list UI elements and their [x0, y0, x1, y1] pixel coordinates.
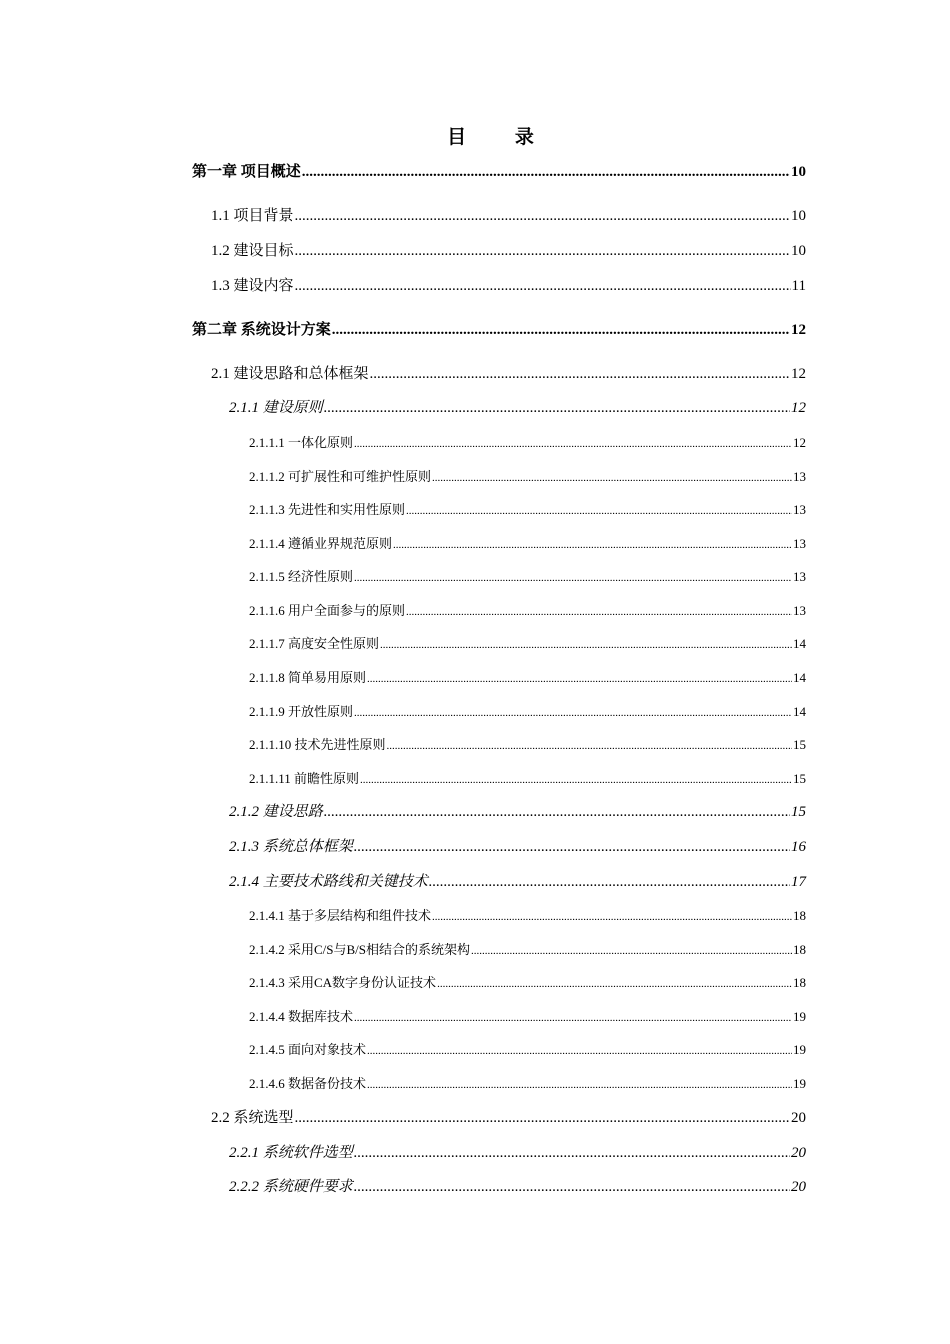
toc-entry-chapter-2[interactable]	[192, 320, 806, 340]
toc-leader-dots	[295, 206, 790, 226]
toc-entry-2-1-1-6[interactable]	[249, 601, 806, 622]
toc-page-number: 12	[791, 400, 806, 416]
toc-entry-label: 2.1.1.9 开放性原则	[249, 704, 354, 719]
toc-entry-label: 2.2.1 系统软件选型	[229, 1145, 353, 1161]
toc-leader-dots	[354, 703, 792, 723]
toc-entry-2-1-4-2[interactable]	[249, 940, 806, 961]
toc-page-number: 19	[793, 1009, 806, 1024]
toc-entry-label: 2.1 建设思路和总体框架	[211, 366, 369, 382]
toc-entry-label: 2.1.1.8 简单易用原则	[249, 670, 367, 685]
toc-leader-dots	[367, 669, 792, 689]
toc-entry-label: 2.1.1 建设原则	[229, 400, 323, 416]
toc-entry-label: 1.2 建设目标	[211, 243, 294, 259]
toc-leader-dots	[437, 974, 792, 994]
toc-leader-dots	[324, 398, 790, 418]
toc-page-number: 10	[791, 208, 806, 224]
toc-page-number: 10	[791, 164, 806, 180]
toc-entry-2-2[interactable]	[211, 1108, 806, 1128]
toc-entry-label: 2.2.2 系统硬件要求	[229, 1179, 353, 1195]
toc-entry-label: 2.1.4.4 数据库技术	[249, 1009, 354, 1024]
toc-leader-dots	[295, 241, 790, 261]
toc-page-number: 20	[791, 1145, 806, 1161]
toc-page-number: 20	[791, 1110, 806, 1126]
toc-entry-2-1-4[interactable]	[229, 872, 806, 892]
toc-leader-dots	[302, 162, 790, 182]
toc-leader-dots	[354, 434, 792, 454]
toc-page-number: 13	[793, 569, 806, 584]
toc-entry-label: 第一章 项目概述	[192, 164, 301, 180]
toc-page-number: 14	[793, 636, 806, 651]
toc-leader-dots	[432, 468, 792, 488]
toc-page-number: 18	[793, 942, 806, 957]
toc-entry-label: 第二章 系统设计方案	[192, 322, 331, 338]
toc-entry-label: 2.1.4 主要技术路线和关键技术	[229, 874, 428, 890]
toc-page-number: 15	[793, 737, 806, 752]
toc-leader-dots	[406, 602, 792, 622]
toc-page-number: 13	[793, 502, 806, 517]
toc-entry-2-1-1-1[interactable]	[249, 433, 806, 454]
toc-entry-label: 2.1.1.3 先进性和实用性原则	[249, 502, 406, 517]
toc-leader-dots	[393, 535, 792, 555]
toc-entry-2-1-4-3[interactable]	[249, 973, 806, 994]
toc-entry-1-2[interactable]	[211, 241, 806, 261]
toc-entry-2-1-1-2[interactable]	[249, 467, 806, 488]
toc-leader-dots	[471, 941, 792, 961]
toc-leader-dots	[295, 276, 791, 296]
toc-entry-1-1[interactable]	[211, 206, 806, 226]
toc-entry-label: 2.1.1.1 一体化原则	[249, 435, 354, 450]
toc-page-number: 12	[791, 366, 806, 382]
toc-page-number: 19	[793, 1076, 806, 1091]
toc-entry-2-1-1[interactable]	[229, 398, 806, 418]
toc-page-number: 10	[791, 243, 806, 259]
toc-page-number: 13	[793, 469, 806, 484]
toc-entry-label: 2.1.3 系统总体框架	[229, 839, 353, 855]
toc-entry-2-1-1-4[interactable]	[249, 534, 806, 555]
toc-page-number: 19	[793, 1042, 806, 1057]
toc-entry-label: 2.1.1.6 用户全面参与的原则	[249, 603, 406, 618]
toc-entry-2-1-2[interactable]	[229, 802, 806, 822]
toc-entry-label: 2.1.2 建设思路	[229, 804, 323, 820]
toc-entry-2-1-4-1[interactable]	[249, 906, 806, 927]
toc-page-number: 17	[791, 874, 806, 890]
toc-leader-dots	[429, 872, 790, 892]
toc-entry-label: 2.1.4.1 基于多层结构和组件技术	[249, 908, 432, 923]
toc-page-number: 20	[791, 1179, 806, 1195]
toc-leader-dots	[360, 770, 792, 790]
toc-entry-chapter-1[interactable]	[192, 162, 806, 182]
toc-leader-dots	[295, 1108, 790, 1128]
toc-page-number: 13	[793, 603, 806, 618]
toc-entry-2-1-1-10[interactable]	[249, 735, 806, 756]
toc-page-number: 13	[793, 536, 806, 551]
toc-page-number: 18	[793, 908, 806, 923]
toc-entry-2-1-1-7[interactable]	[249, 634, 806, 655]
toc-entry-label: 2.1.4.6 数据备份技术	[249, 1076, 367, 1091]
toc-page-number: 12	[791, 322, 806, 338]
toc-entry-label: 2.1.4.3 采用CA数字身份认证技术	[249, 975, 437, 990]
toc-entry-2-1-1-3[interactable]	[249, 500, 806, 521]
toc-page-number: 15	[791, 804, 806, 820]
toc-page-number: 14	[793, 704, 806, 719]
toc-entry-2-1-1-11[interactable]	[249, 769, 806, 790]
toc-page-number: 14	[793, 670, 806, 685]
toc-entry-label: 2.1.4.5 面向对象技术	[249, 1042, 367, 1057]
toc-entry-label: 1.3 建设内容	[211, 278, 294, 294]
toc-leader-dots	[354, 837, 790, 857]
toc-entry-2-2-1[interactable]	[229, 1143, 806, 1163]
toc-entry-label: 2.1.1.2 可扩展性和可维护性原则	[249, 469, 432, 484]
toc-leader-dots	[354, 1143, 790, 1163]
toc-page-number: 11	[791, 278, 806, 294]
toc-leader-dots	[324, 802, 790, 822]
toc-entry-2-1[interactable]	[211, 364, 806, 384]
toc-page-number: 15	[793, 771, 806, 786]
toc-entry-label: 2.1.1.5 经济性原则	[249, 569, 354, 584]
toc-entry-label: 2.1.1.7 高度安全性原则	[249, 636, 380, 651]
toc-leader-dots	[370, 364, 790, 384]
toc-entry-2-1-1-9[interactable]	[249, 702, 806, 723]
toc-leader-dots	[432, 907, 792, 927]
toc-leader-dots	[367, 1041, 792, 1061]
toc-entry-2-1-4-6[interactable]	[249, 1074, 806, 1095]
toc-leader-dots	[387, 736, 792, 756]
toc-entry-2-1-1-8[interactable]	[249, 668, 806, 689]
toc-leader-dots	[332, 320, 790, 340]
toc-leader-dots	[354, 568, 792, 588]
toc-page-number: 18	[793, 975, 806, 990]
toc-entry-label: 2.1.1.4 遵循业界规范原则	[249, 536, 393, 551]
toc-entry-2-2-2[interactable]	[229, 1177, 806, 1197]
toc-entry-2-1-4-5[interactable]	[249, 1040, 806, 1061]
toc-leader-dots	[367, 1075, 792, 1095]
toc-entry-label: 2.1.4.2 采用C/S与B/S相结合的系统架构	[249, 942, 471, 957]
toc-entry-2-1-3[interactable]	[229, 837, 806, 857]
toc-leader-dots	[354, 1008, 792, 1028]
toc-entry-1-3[interactable]	[211, 276, 806, 296]
toc-leader-dots	[354, 1177, 790, 1197]
toc-entry-2-1-4-4[interactable]	[249, 1007, 806, 1028]
toc-entry-label: 1.1 项目背景	[211, 208, 294, 224]
toc-leader-dots	[380, 635, 792, 655]
toc-page-number: 12	[793, 435, 806, 450]
toc-entry-label: 2.1.1.11 前瞻性原则	[249, 771, 360, 786]
page-title: 目 录	[447, 127, 556, 148]
toc-entry-2-1-1-5[interactable]	[249, 567, 806, 588]
toc-page-number: 16	[791, 839, 806, 855]
toc-entry-label: 2.1.1.10 技术先进性原则	[249, 737, 386, 752]
toc-entry-label: 2.2 系统选型	[211, 1110, 294, 1126]
toc-leader-dots	[406, 501, 792, 521]
